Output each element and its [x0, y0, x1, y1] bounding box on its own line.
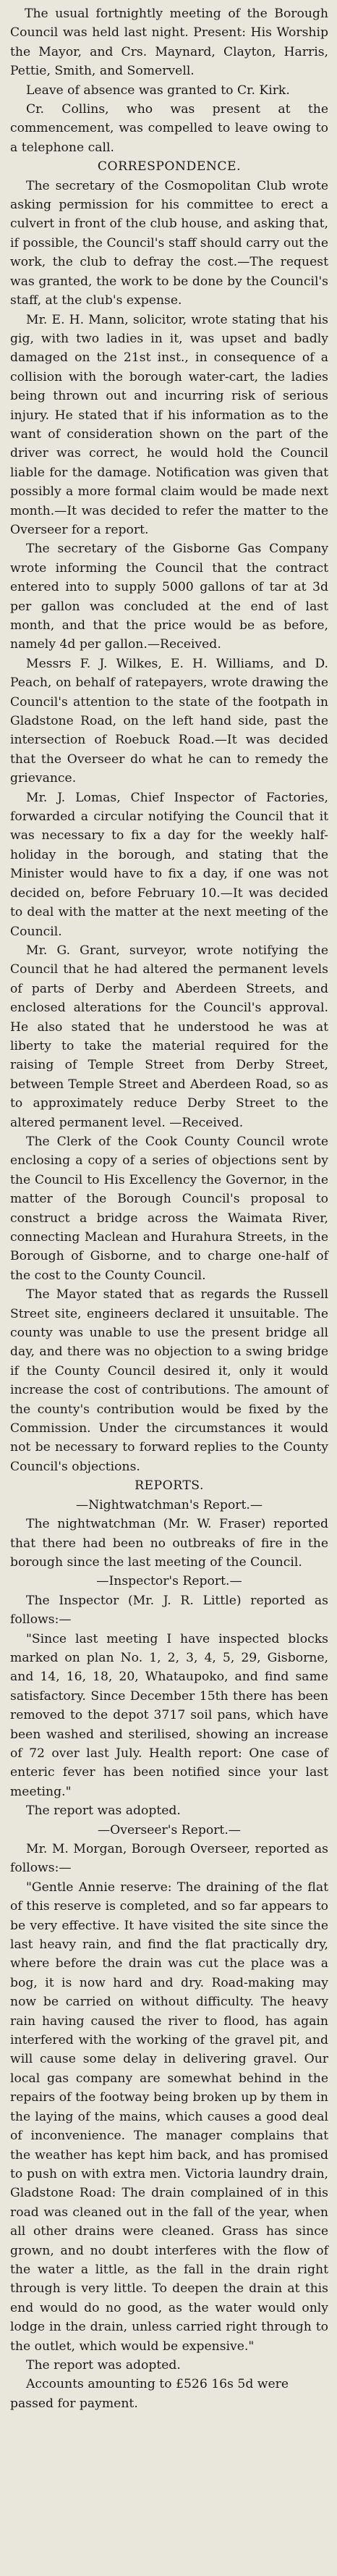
correspondence-paragraph: Mr. E. H. Mann, solicitor, wrote stating that his gig, with two ladies in it, was upset and badly damaged on the 21st inst., in consequence of a collision with the borough water-cart, the ladies being thrown out and incurring risk of serious injury. He stated that if his information as to the want of consideration shown on the part of the driver was correct, he would hold the Council liable for the damage. Notification was given that possibly a more formal claim would be made next month.—It was decided to refer the matter to the Overseer for a report. [10, 312, 328, 537]
correspondence-paragraph: The Clerk of the Cook County Council wrote enclosing a copy of a series of objections sent by the Council to His Excellency the Governor, in the matter of the Borough Council's proposal to construct a bridge across the Waimata River, connecting Maclean and Hurahura Streets, in the Borough of Gisborne, and to charge one-half of the cost to the County Council. [10, 1134, 328, 1283]
section-heading-correspondence: CORRESPONDENCE. [97, 159, 242, 174]
intro-paragraph: Cr. Collins, who was present at the commencement, was compelled to leave owing to a telephone call. [10, 102, 328, 155]
accounts-paragraph: Accounts amounting to £526 16s 5d were passed for payment. [10, 2377, 289, 2411]
subheading-inspector: —Inspector's Report.— [96, 1574, 242, 1589]
inspector-paragraph: The report was adopted. [26, 1803, 181, 1819]
intro-paragraph: The usual fortnightly meeting of the Borough Council was held last night. Present: His Worship the Mayor, and Crs. Maynard, Clayton, Harris, Pettie, Smith, and Somervell. [10, 7, 328, 79]
overseer-paragraph: "Gentle Annie reserve: The draining of the flat of this reserve is completed, and so far appears to be very effective. It have visited the site since the last heavy rain, and find the flat practically dry, where before the drain was cut the place was a bog, it is now hard and dry. Road-making may now be carried on without difficulty. The heavy rain having caused the river to flood, has again interfered with the working of the gravel pit, and will cause some delay in delivering gravel. Our local gas company are somewhat behind in the repairs of the footway being broken up by them in the laying of the mains, which causes a good deal of inconvenience. The manager complains that the weather has kept him back, and has promised to push on with extra men. Victoria laundry drain, Gladstone Road: The drain complained of in this road was cleaned out in the fall of the year, when all other drains were cleaned. Grass has since grown, and no doubt interferes with the flow of the water a little, as the fall in the drain right through is very little. To deepen the drain at this end would do no good, as the water would only lodge in the drain, unless carried right through to the outlet, which would be expensive." [10, 1880, 328, 2354]
subheading-nightwatchman: —Nightwatchman's Report.— [75, 1497, 263, 1512]
inspector-paragraph: "Since last meeting I have inspected blocks marked on plan No. 1, 2, 3, 4, 5, 29, Gisborne, and 14, 16, 18, 20, Whataupoko, and find same satisfactory. Since December 15th there has been removed to the depot 3717 soil pans, which have been washed and sterilised, showing an increase of 72 over last July. Health report: One case of enteric fever has been notified since your last meeting." [10, 1631, 328, 1799]
inspector-paragraph: The Inspector (Mr. J. R. Little) reported as follows:— [10, 1593, 328, 1628]
nightwatchman-paragraph: The nightwatchman (Mr. W. Fraser) reported that there had been no outbreaks of fire in the borough since the last meeting of the Council. [10, 1517, 328, 1570]
section-heading-reports: REPORTS. [135, 1478, 204, 1494]
correspondence-paragraph: Mr. G. Grant, surveyor, wrote notifying the Council that he had altered the permanent levels of parts of Derby and Aberdeen Streets, and enclosed alterations for the Council's approval. He also stated that he understood he was at liberty to take the material required for the raising of Temple Street from Derby Street, between Temple Street and Aberdeen Road, so as to approximately reduce Derby Street to the altered permanent level. —Received. [10, 943, 328, 1130]
subheading-overseer: —Overseer's Report.— [97, 1822, 241, 1838]
correspondence-paragraph: The Mayor stated that as regards the Russell Street site, engineers declared it unsuitable. The county was unable to use the present bridge all day, and there was no objection to a swing bridge if the County Council desired it, only it would increase the cost of contributions. The amount of the county's contribution would be fixed by the Commission. Under the circumstances it would not be necessary to forward replies to the County Council's objections. [10, 1287, 328, 1474]
overseer-paragraph: Mr. M. Morgan, Borough Overseer, reported as follows:— [10, 1842, 328, 1876]
correspondence-paragraph: The secretary of the Gisborne Gas Company wrote informing the Council that the contract entered into to supply 5000 gallons of tar at 3d per gallon was concluded at the end of last month, and that the price would be as before, namely 4d per gallon.—Received. [10, 542, 328, 652]
correspondence-paragraph: The secretary of the Cosmopolitan Club wrote asking permission for his committee to erect a culvert in front of the club house, and asking that, if possible, the Council's staff should carry out the work, the club to defray the cost.—The request was granted, the work to be done by the Council's staff, at the club's expense. [10, 178, 328, 308]
correspondence-paragraph: Mr. J. Lomas, Chief Inspector of Factories, forwarded a circular notifying the Council that it was necessary to fix a day for the weekly half-holiday in the borough, and stating that the Minister would have to fix a day, if one was not decided on, before February 10.—It was decided to deal with the matter at the next meeting of the Council. [10, 790, 328, 939]
intro-paragraph: Leave of absence was granted to Cr. Kirk. [26, 83, 290, 98]
overseer-paragraph: The report was adopted. [26, 2357, 181, 2373]
correspondence-paragraph: Messrs F. J. Wilkes, E. H. Williams, and D. Peach, on behalf of ratepayers, wrote drawing the Council's attention to the state of the footpath in Gladstone Road, on the left hand side, past the intersection of Roebuck Road.—It was decided that the Overseer do what he can to remedy the grievance. [10, 656, 328, 786]
